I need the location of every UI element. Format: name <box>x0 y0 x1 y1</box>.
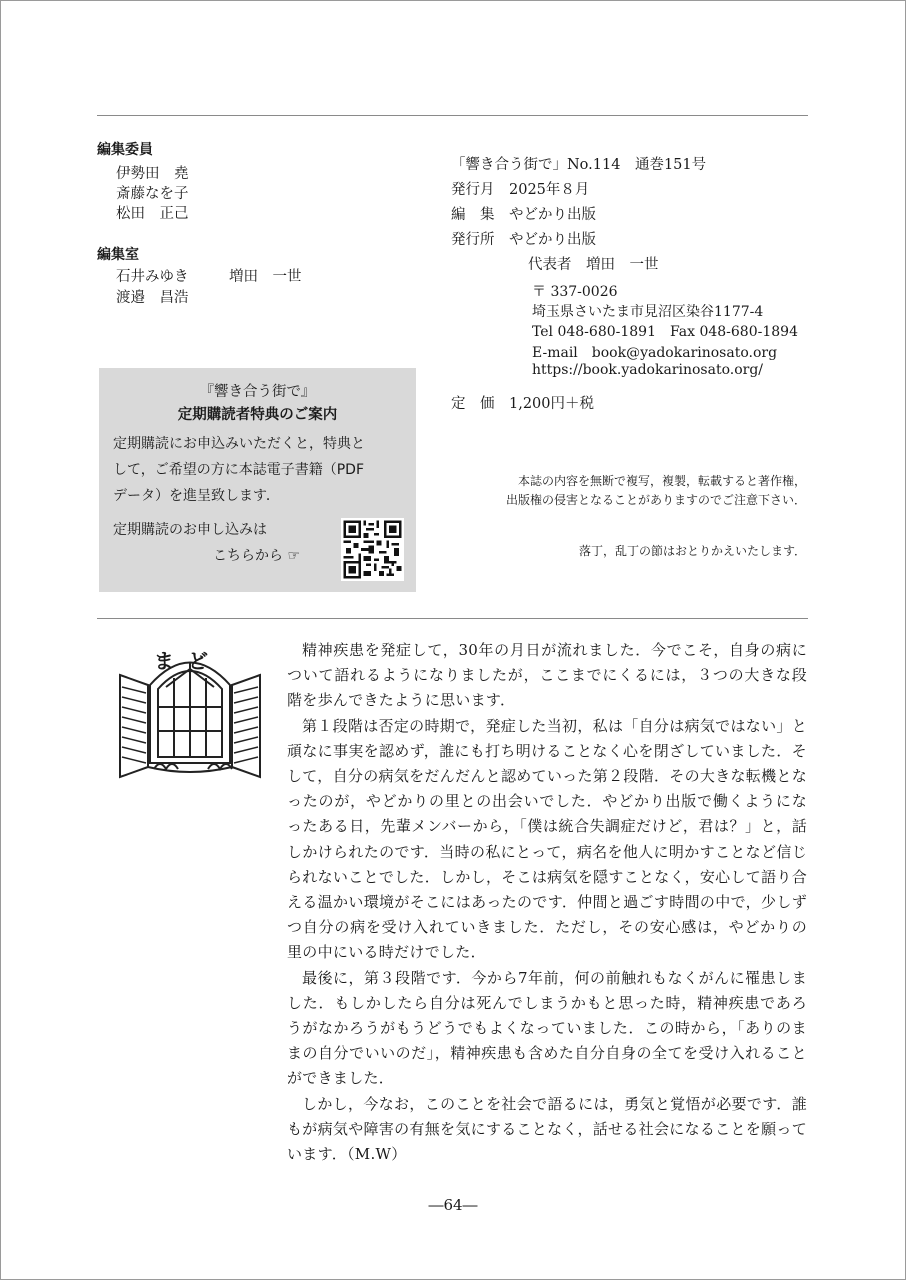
subscription-subtitle: 定期購読者特典のご案内 <box>177 407 338 423</box>
column-body <box>287 638 807 1167</box>
address: 埼玉県さいたま市見沼区染谷1177-4 <box>532 304 764 320</box>
issue-date: 発行月 2025年８月 <box>451 182 590 198</box>
publisher-line: 発行所 やどかり出版 <box>451 232 596 248</box>
subscription-body: して，ご希望の方に本誌電子書籍（PDF <box>113 462 364 478</box>
editor-line: 編 集 やどかり出版 <box>451 207 596 223</box>
window-illustration <box>110 645 270 790</box>
column-paragraph: 精神疾患を発症して，30年の月日が流れました．今でこそ，自身の病について語れるようになりましたが，ここまでにくるには，３つの大きな段階を歩んできたように思います． <box>287 641 807 710</box>
office-member: 渡邉 昌浩 <box>116 290 189 306</box>
subscription-title: 『響き合う街で』 <box>199 384 316 400</box>
tel-fax: Tel 048-680-1891 Fax 048-680-1894 <box>532 324 798 340</box>
column-paragraph: 第１段階は否定の時期で，発症した当初，私は「自分は病気ではない」と頑なに事実を認めず，誰にも打ち明けることなく心を閉ざしていました．そして，自分の病気をだんだんと認めていった第２段階．その大きな転機となったのが，やどかりの里との出会いでした．やどかり出版で働くようになったある日，先輩メンバーから，「僕は統合失調症だけど，君は？」と，話しかけられたのです．当時の私にとって，病名を他人に明かすことなど信じられないことでした．しかし，そこは病気を隠すことなく，安心して語り合える温かい環境がそこにはあったのです．仲間と過ごす時間の中で，少しずつ自分の病を受け入れていきました．ただし，その安心感は，やどかりの里の中にいる時だけでした． <box>287 716 807 962</box>
committee-member: 斎藤なを子 <box>116 186 189 202</box>
subscription-body: 定期購読にお申込みいただくと，特典と <box>113 436 365 452</box>
top-rule <box>97 115 808 116</box>
office-member: 石井みゆき <box>116 269 189 285</box>
qr-code[interactable] <box>341 518 404 581</box>
office-member: 増田 一世 <box>229 269 302 285</box>
column-paragraph: しかし，今なお，このことを社会で語るには，勇気と覚悟が必要です．誰もが病気や障害の有無を気にすることなく，話せる社会になることを願っています．（M.W） <box>287 1094 807 1164</box>
editorial-office-label: 編集室 <box>97 247 139 263</box>
email: E-mail book@yadokarinosato.org <box>532 345 778 361</box>
copyright-notice: 本誌の内容を無断で複写，複製，転載すると著作権， <box>517 474 806 488</box>
price: 定 価 1,200円＋税 <box>451 396 595 412</box>
representative: 代表者 増田 一世 <box>528 257 659 273</box>
subscription-link[interactable]: こちらから ☞ <box>213 548 301 564</box>
publication-title: 「響き合う街で」No.114 通巻151号 <box>451 157 707 173</box>
committee-member: 伊勢田 堯 <box>116 166 189 182</box>
subscription-cta: 定期購読のお申し込みは <box>113 522 267 538</box>
middle-rule <box>97 618 808 619</box>
misprint-notice: 落丁，乱丁の節はおとりかえいたします． <box>578 544 806 558</box>
page-number: ―64― <box>428 1196 478 1214</box>
copyright-notice: 出版権の侵害となることがありますのでご注意下さい． <box>505 493 806 507</box>
column-paragraph: 最後に，第３段階です．今から7年前，何の前触れもなくがんに罹患しました．もしかしたら自分は死んでしまうかもと思った時，精神疾患であろうがなかろうがもうどうでもよくなっていました．この時から，「ありのままの自分でいいのだ」，精神疾患も含めた自分自身の全てを受け入れることができました． <box>287 968 807 1088</box>
subscription-body: データ）を進呈致します． <box>113 488 280 504</box>
column-logo-text: まど <box>154 649 222 673</box>
postal-code: 〒 337-0026 <box>532 284 618 300</box>
editorial-committee-label: 編集委員 <box>97 142 153 158</box>
website-url: https://book.yadokarinosato.org/ <box>532 362 763 378</box>
committee-member: 松田 正己 <box>116 206 189 222</box>
